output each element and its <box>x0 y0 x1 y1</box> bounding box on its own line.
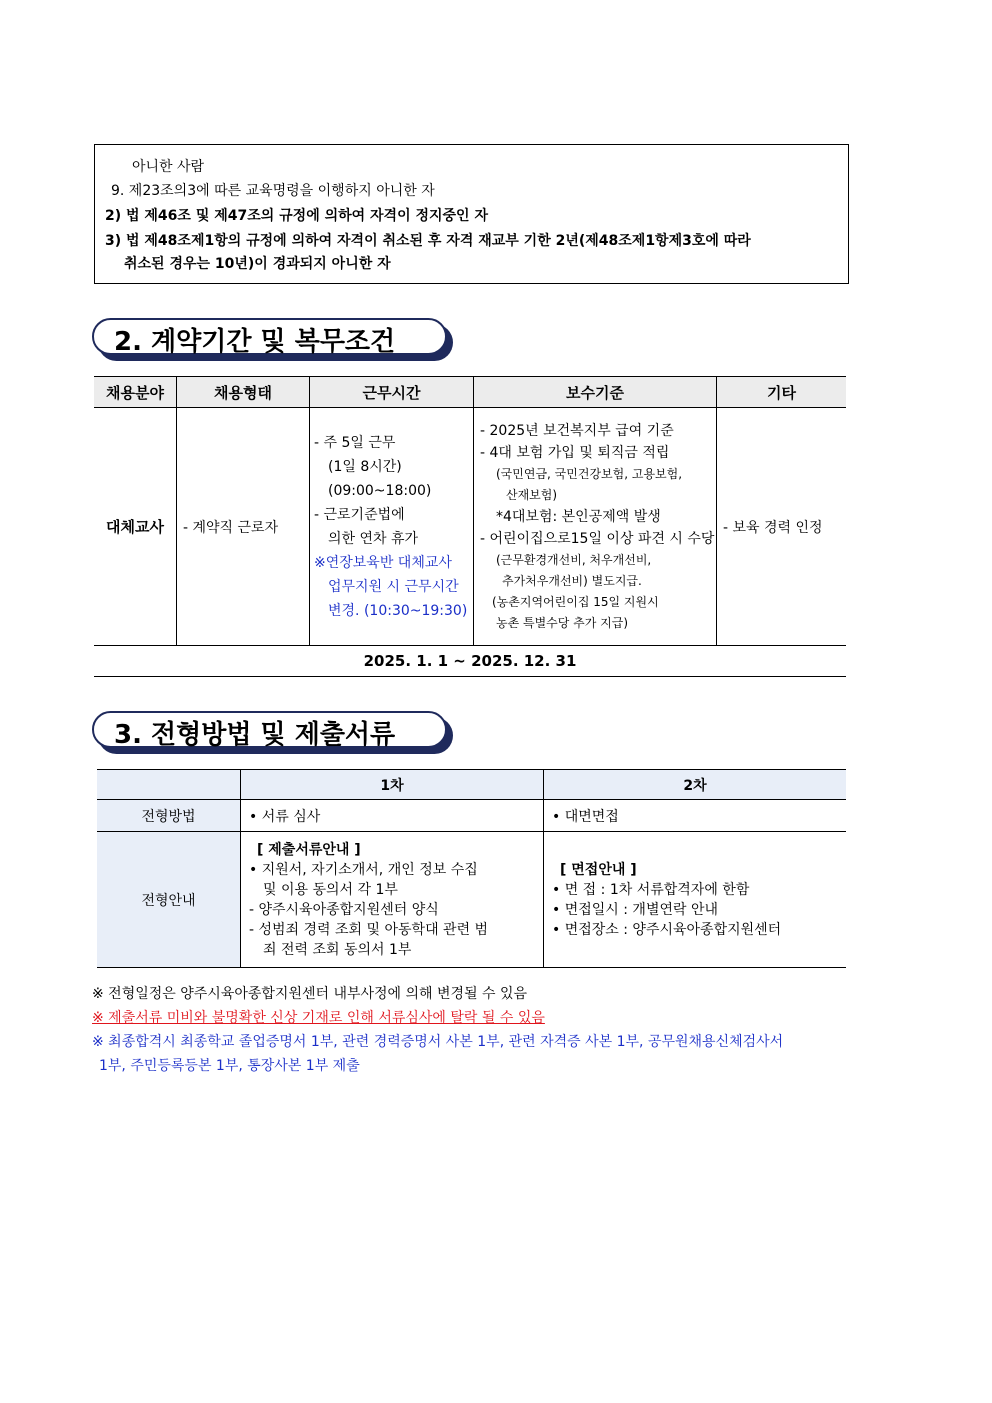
contract-period: 2025. 1. 1 ~ 2025. 12. 31 <box>94 645 846 677</box>
note-final-docs-cont: 1부, 주민등록등본 1부, 통장사본 1부 제출 <box>99 1058 360 1074</box>
hours-line: - 주 5일 근무 <box>314 434 396 451</box>
pay-line: (근무환경개선비, 처우개선비, <box>496 552 652 567</box>
pay-line: *4대보험: 본인공제액 발생 <box>496 508 661 525</box>
col-header: 기타 <box>717 377 847 408</box>
interview-title: [ 면접안내 ] <box>560 862 637 878</box>
docs-line: 죄 전력 조회 동의서 1부 <box>263 942 412 958</box>
interview-cell <box>544 832 847 968</box>
field-cell: 대체교사 <box>94 408 177 646</box>
section-3-title: 3. 전형방법 및 제출서류 <box>114 720 396 750</box>
interview-line: • 면접장소 : 양주시육아종합지원센터 <box>552 922 782 938</box>
pay-line: (국민연금, 국민건강보험, 고용보험, <box>496 466 683 481</box>
hours-line: (1일 8시간) <box>328 458 402 475</box>
hours-line: - 근로기준법에 <box>314 506 405 523</box>
col-header: 채용형태 <box>177 377 310 408</box>
col-header: 보수기준 <box>474 377 717 408</box>
docs-line: - 성범죄 경력 조회 및 아동학대 관련 범 <box>249 922 489 938</box>
note-schedule: ※ 전형일정은 양주시육아종합지원센터 내부사정에 의해 변경될 수 있음 <box>92 986 528 1002</box>
hours-note-line: ※연장보육반 대체교사 <box>314 554 452 571</box>
pay-line: - 2025년 보건복지부 급여 기준 <box>480 422 674 439</box>
interview-line: • 면 접 : 1차 서류합격자에 한함 <box>552 882 750 898</box>
method-second: • 대면면접 <box>544 800 847 832</box>
etc-cell: - 보육 경력 인정 <box>717 408 847 646</box>
corner-cell <box>97 770 241 800</box>
interview-line: • 면접일시 : 개별연락 안내 <box>552 902 719 918</box>
box-line: 2) 법 제46조 및 제47조의 규정에 의하여 자격이 정지중인 자 <box>105 208 488 224</box>
row-label: 전형방법 <box>97 800 241 832</box>
hours-line: (09:00~18:00) <box>328 482 432 499</box>
col-header-second: 2차 <box>544 770 847 800</box>
note-final-docs: ※ 최종합격시 최종학교 졸업증명서 1부, 관련 경력증명서 사본 1부, 관련 자격증 사본 1부, 공무원채용신체검사서 <box>92 1034 784 1050</box>
hours-line: 의한 연차 휴가 <box>328 530 419 547</box>
col-header: 근무시간 <box>310 377 474 408</box>
col-header-first: 1차 <box>241 770 544 800</box>
box-line: 취소된 경우는 10년)이 경과되지 아니한 자 <box>124 256 391 272</box>
docs-title: [ 제출서류안내 ] <box>257 842 361 858</box>
box-line: 9. 제23조의3에 따른 교육명령을 이행하지 아니한 자 <box>111 183 435 199</box>
box-line: 아니한 사람 <box>132 159 205 175</box>
eligibility-box <box>94 144 849 284</box>
docs-line: • 지원서, 자기소개서, 개인 정보 수집 <box>249 862 478 878</box>
section-2-title: 2. 계약기간 및 복무조건 <box>114 327 396 357</box>
hours-cell <box>310 408 474 646</box>
box-line: 3) 법 제48조제1항의 규정에 의하여 자격이 취소된 후 자격 재교부 기한 2년(제48조제1항제3호에 따라 <box>105 233 751 249</box>
hours-note-line: 변경. (10:30~19:30) <box>328 602 468 619</box>
docs-cell <box>241 832 544 968</box>
pay-cell <box>474 408 717 646</box>
hours-note-line: 업무지원 시 근무시간 <box>328 578 459 595</box>
row-label: 전형안내 <box>97 832 241 968</box>
contract-table <box>94 376 846 646</box>
pay-line: - 4대 보험 가입 및 퇴직금 적립 <box>480 444 670 461</box>
note-warning: ※ 제출서류 미비와 불명확한 신상 기재로 인해 서류심사에 탈락 될 수 있음 <box>92 1010 545 1026</box>
selection-table <box>97 769 846 968</box>
pay-line: (농촌지역어린이집 15일 지원시 <box>492 594 659 609</box>
type-cell: - 계약직 근로자 <box>177 408 310 646</box>
pay-line: 산재보험) <box>506 487 558 502</box>
section-3-heading <box>92 711 447 748</box>
pay-line: 추가처우개선비) 별도지급. <box>502 573 642 588</box>
docs-line: 및 이용 동의서 각 1부 <box>263 882 398 898</box>
pay-line: - 어린이집으로15일 이상 파견 시 수당 <box>480 530 715 547</box>
section-2-heading <box>92 318 447 355</box>
col-header: 채용분야 <box>94 377 177 408</box>
pay-line: 농촌 특별수당 추가 지급) <box>496 615 629 630</box>
docs-line: - 양주시육아종합지원센터 양식 <box>249 902 439 918</box>
method-first: • 서류 심사 <box>241 800 544 832</box>
